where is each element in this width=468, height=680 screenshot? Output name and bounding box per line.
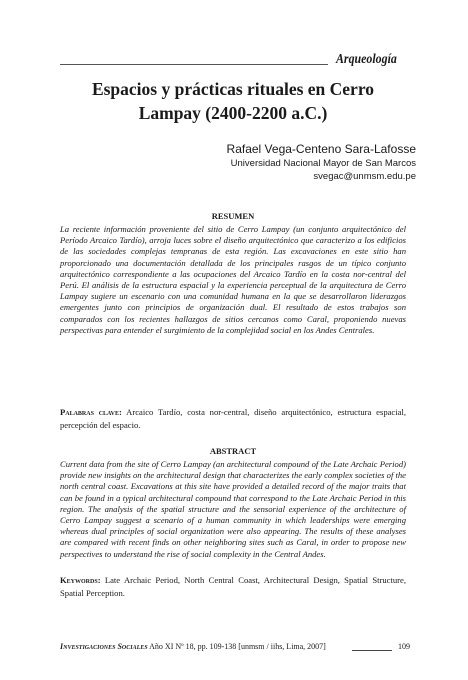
article-title (60, 77, 406, 125)
abstract-heading: ABSTRACT (209, 446, 257, 456)
page-number: 109 (398, 642, 410, 651)
author-block (227, 141, 416, 183)
section-label: Arqueología (336, 52, 397, 67)
resumen-text: La reciente información proveniente del sitio de Cerro Lampay (un conjunto arquitectónico del Período Arcaico Tardío), arroja luces sobre el diseño arquitectónico que caracterizo a los edificios de las sociedades complejas tempranas de esta región. Las excavaciones en este sitio han proporcionado una documentación detallada de los principales rasgos de un típico conjunto arquitectónico correspondiente a las ocupaciones del Arcaico Tardío en la costa nor-central del Perú. El análisis de la estructura espacial y la experiencia perceptual de la arquitectura de Cerro Lampay sugiere un escenario con una comunidad humana en la que se desarrollaron liderazgos emergentes junto con principios de organización dual. El resultado de estos trabajos son comparados con los recientes hallazgos de sitios cercanos como Caral, proponiendo nuevas perspectivas para entender el surgimiento de la complejidad social en los Andes Centrales. (60, 224, 406, 335)
palabras-clave-text: Arcaico Tardío, costa nor-central, diseño arquitectónico, estructura espacial, percepción del espacio. (60, 407, 406, 430)
title-line-1: Espacios y prácticas rituales en Cerro (91, 79, 375, 99)
keywords-label: Keywords: (60, 575, 101, 585)
header-rule (60, 64, 328, 65)
author-name: Rafael Vega-Centeno Sara-Lafosse (226, 142, 416, 156)
keywords (60, 574, 406, 600)
footer-rule (352, 650, 392, 651)
author-affiliation: Universidad Nacional Mayor de San Marcos (230, 158, 416, 169)
author-email: svegac@unmsm.edu.pe (313, 171, 416, 182)
abstract-text: Current data from the site of Cerro Lampay (an architectural compound of the Late Archaic Period) provide new insights on the architectural design that characterizes the early complex societies of the north central coast. Excavations at this site have provided a detailed record of the major traits that can be found in a typical architectural compound that correspond to the Late Archaic Period in this region. The analysis of the spatial structure and the sensorial experience of the architecture of Cerro Lampay suggest a scenario of a human community in which leaderships were emerging whereas dual principles of social organization were also appearing. The results of these analyses are compared with recent finds on other neighboring sites such as Caral, in order to propose new perspectives to understand the rise of social complexity in the Central Andes. (60, 459, 406, 559)
journal-name: Investigaciones Sociales (60, 642, 148, 651)
palabras-clave-label: Palabras clave: (60, 407, 122, 417)
title-line-2: Lampay (2400-2200 a.C.) (138, 103, 328, 123)
keywords-text: Late Archaic Period, North Central Coast, Architectural Design, Spatial Structure, Spatial Perception. (60, 575, 406, 598)
citation: Año XI Nº 18, pp. 109-138 [unmsm / iihs, Lima, 2007] (149, 642, 326, 651)
palabras-clave (60, 406, 406, 432)
resumen-heading: RESUMEN (211, 211, 255, 221)
